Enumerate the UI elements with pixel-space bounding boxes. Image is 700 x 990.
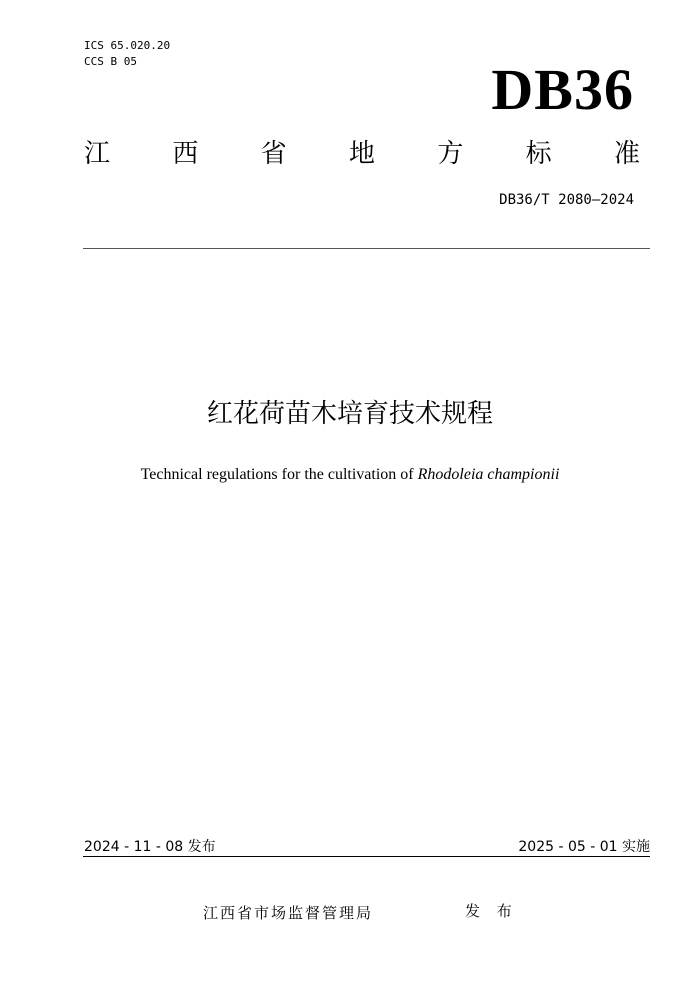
ccs-code: CCS B 05 [84, 55, 137, 68]
subtitle-text: Technical regulations for the cultivation of [140, 466, 418, 483]
implementation-date: 2025 - 05 - 01 实施 [518, 839, 650, 855]
standard-type-heading [84, 134, 640, 174]
standard-logo: DB36 [491, 57, 634, 122]
standard-type-char: 地 [348, 139, 375, 169]
standard-type-char: 省 [260, 139, 287, 169]
header-divider [83, 248, 650, 249]
publish-label: 发 布 [465, 902, 518, 920]
subtitle-species: Rhodoleia championii [417, 466, 560, 483]
document-title: 红花荷苗木培育技术规程 [206, 399, 493, 429]
footer-divider [83, 856, 650, 857]
document-subtitle [0, 464, 700, 486]
issuing-authority: 江西省市场监督管理局 [203, 904, 374, 922]
issue-date: 2024 - 11 - 08 发布 [84, 839, 216, 855]
ics-code: ICS 65.020.20 [84, 39, 171, 52]
standard-number: DB36/T 2080—2024 [499, 192, 634, 208]
standard-type-char: 准 [613, 139, 640, 169]
standard-type-char: 江 [84, 139, 111, 169]
standard-type-char: 标 [525, 139, 552, 169]
standard-type-char: 西 [172, 139, 199, 169]
standard-type-char: 方 [437, 139, 464, 169]
